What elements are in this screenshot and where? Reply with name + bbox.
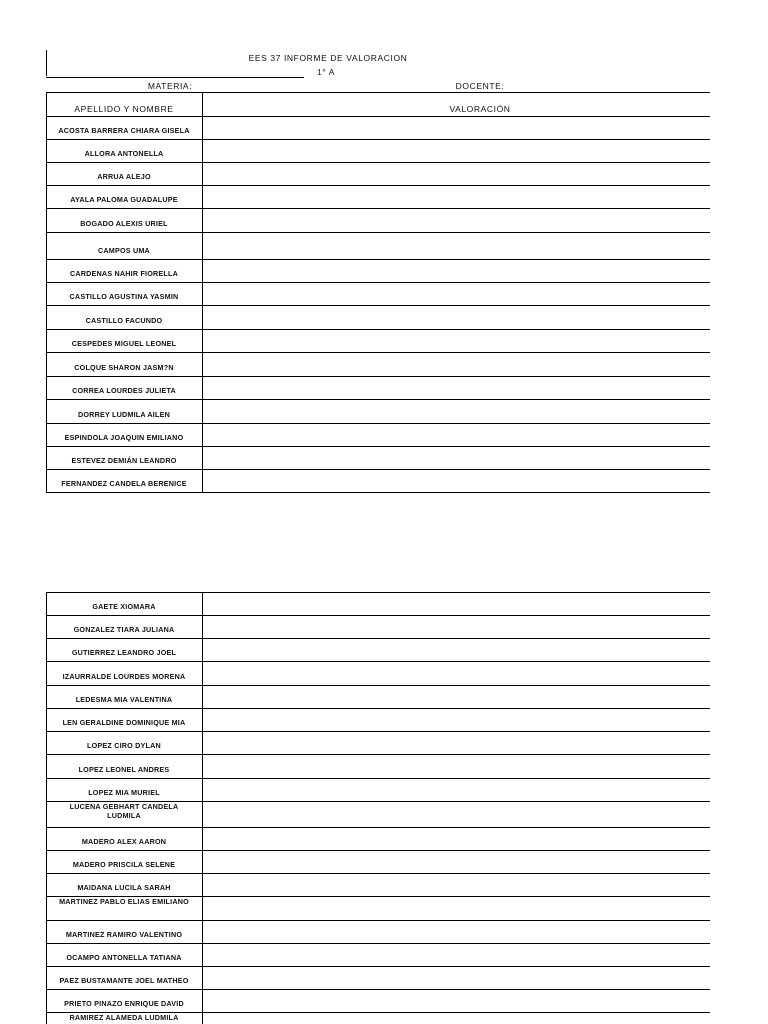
valuation-cell[interactable] xyxy=(203,827,710,850)
student-name: CESPEDES MIGUEL LEONEL xyxy=(71,339,177,348)
valuation-cell[interactable] xyxy=(203,850,710,873)
valuation-cell[interactable] xyxy=(203,469,710,492)
valuation-cell[interactable] xyxy=(203,352,710,376)
student-name: CASTILLO AGUSTINA YASMIN xyxy=(69,292,179,301)
student-name: ESPINDOLA JOAQUIN EMILIANO xyxy=(64,433,184,442)
student-name: CARDENAS NAHIR FIORELLA xyxy=(69,269,179,278)
student-name: ESTEVEZ DEMIÁN LEANDRO xyxy=(71,456,177,465)
valuation-cell[interactable] xyxy=(203,446,710,469)
valuation-cell[interactable] xyxy=(203,329,710,352)
student-name: PRIETO PINAZO ENRIQUE DAVID xyxy=(64,999,184,1008)
docente-label: DOCENTE: xyxy=(455,81,505,91)
valuation-cell[interactable] xyxy=(203,873,710,896)
student-name: PAEZ BUSTAMANTE JOEL MATHEO xyxy=(59,976,189,985)
student-name: LEDESMA MIA VALENTINA xyxy=(75,695,173,704)
student-name: CORREA LOURDES JULIETA xyxy=(72,386,176,395)
student-name: FERNANDEZ CANDELA BERENICE xyxy=(61,479,187,488)
valuation-cell[interactable] xyxy=(203,989,710,1012)
column-header-name: APELLIDO Y NOMBRE xyxy=(74,104,174,114)
student-name: MAIDANA LUCILA SARAH xyxy=(77,883,171,892)
valuation-cell[interactable] xyxy=(203,185,710,208)
valuation-cell[interactable] xyxy=(203,259,710,282)
student-name: ACOSTA BARRERA CHIARA GISELA xyxy=(58,126,190,135)
materia-label: MATERIA: xyxy=(147,81,193,91)
valuation-cell[interactable] xyxy=(203,162,710,185)
student-name: CASTILLO FACUNDO xyxy=(85,316,163,325)
valuation-cell[interactable] xyxy=(203,685,710,708)
valuation-cell[interactable] xyxy=(203,1012,710,1024)
table-top-border xyxy=(46,92,710,93)
student-name: LOPEZ MIA MURIEL xyxy=(88,788,160,797)
valuation-cell[interactable] xyxy=(203,801,710,827)
valuation-cell[interactable] xyxy=(203,305,710,329)
valuation-cell[interactable] xyxy=(203,376,710,399)
column-header-valuation: VALORACIÓN xyxy=(449,104,511,114)
student-name: BOGADO ALEXIS URIEL xyxy=(80,219,168,228)
valuation-cell[interactable] xyxy=(203,638,710,661)
student-name: OCAMPO ANTONELLA TATIANA xyxy=(66,953,182,962)
valuation-cell[interactable] xyxy=(203,139,710,162)
valuation-cell[interactable] xyxy=(203,943,710,966)
student-name: COLQUE SHARON JASM?N xyxy=(74,363,174,372)
student-name: MADERO PRISCILA SELENE xyxy=(72,860,176,869)
student-name: RAMIREZ ALAMEDA LUDMILA xyxy=(69,1013,179,1022)
valuation-cell[interactable] xyxy=(203,896,710,920)
header-underline xyxy=(46,77,304,78)
student-name: LOPEZ LEONEL ANDRES xyxy=(78,765,170,774)
valuation-cell[interactable] xyxy=(203,592,710,615)
student-name: GAETE XIOMARA xyxy=(92,602,156,611)
report-title: EES 37 INFORME DE VALORACION xyxy=(248,53,408,63)
student-name: DORREY LUDMILA AILEN xyxy=(78,410,170,419)
valuation-cell[interactable] xyxy=(203,282,710,305)
valuation-cell[interactable] xyxy=(203,966,710,989)
student-name: LOPEZ CIRO DYLAN xyxy=(87,741,161,750)
student-name: LUCENA GEBHART CANDELA LUDMILA xyxy=(69,802,179,820)
valuation-cell[interactable] xyxy=(203,615,710,638)
student-name: GONZALEZ TIARA JULIANA xyxy=(73,625,175,634)
student-name: CAMPOS UMA xyxy=(98,246,150,255)
student-name: AYALA PALOMA GUADALUPE xyxy=(70,195,178,204)
valuation-cell[interactable] xyxy=(203,423,710,446)
row-divider xyxy=(46,492,710,493)
student-name: LEN GERALDINE DOMINIQUE MIA xyxy=(62,718,186,727)
valuation-cell[interactable] xyxy=(203,778,710,801)
student-name: MADERO ALEX AARON xyxy=(81,837,167,846)
valuation-cell[interactable] xyxy=(203,920,710,943)
header-left-border xyxy=(46,50,47,76)
student-name: IZAURRALDE LOURDES MORENA xyxy=(62,672,186,681)
student-name: GUTIERREZ LEANDRO JOEL xyxy=(71,648,177,657)
valuation-cell[interactable] xyxy=(203,754,710,778)
valuation-cell[interactable] xyxy=(203,661,710,685)
student-name: MARTINEZ RAMIRO VALENTINO xyxy=(65,930,183,939)
course-label: 1° A xyxy=(316,67,336,77)
valuation-cell[interactable] xyxy=(203,116,710,139)
student-name: ALLORA ANTONELLA xyxy=(84,149,164,158)
valuation-cell[interactable] xyxy=(203,399,710,423)
valuation-cell[interactable] xyxy=(203,708,710,731)
student-name: MARTINEZ PABLO ELIAS EMILIANO xyxy=(59,897,189,906)
valuation-cell[interactable] xyxy=(203,731,710,754)
valuation-cell[interactable] xyxy=(203,208,710,232)
valuation-cell[interactable] xyxy=(203,232,710,259)
student-name: ARRUA ALEJO xyxy=(97,172,151,181)
